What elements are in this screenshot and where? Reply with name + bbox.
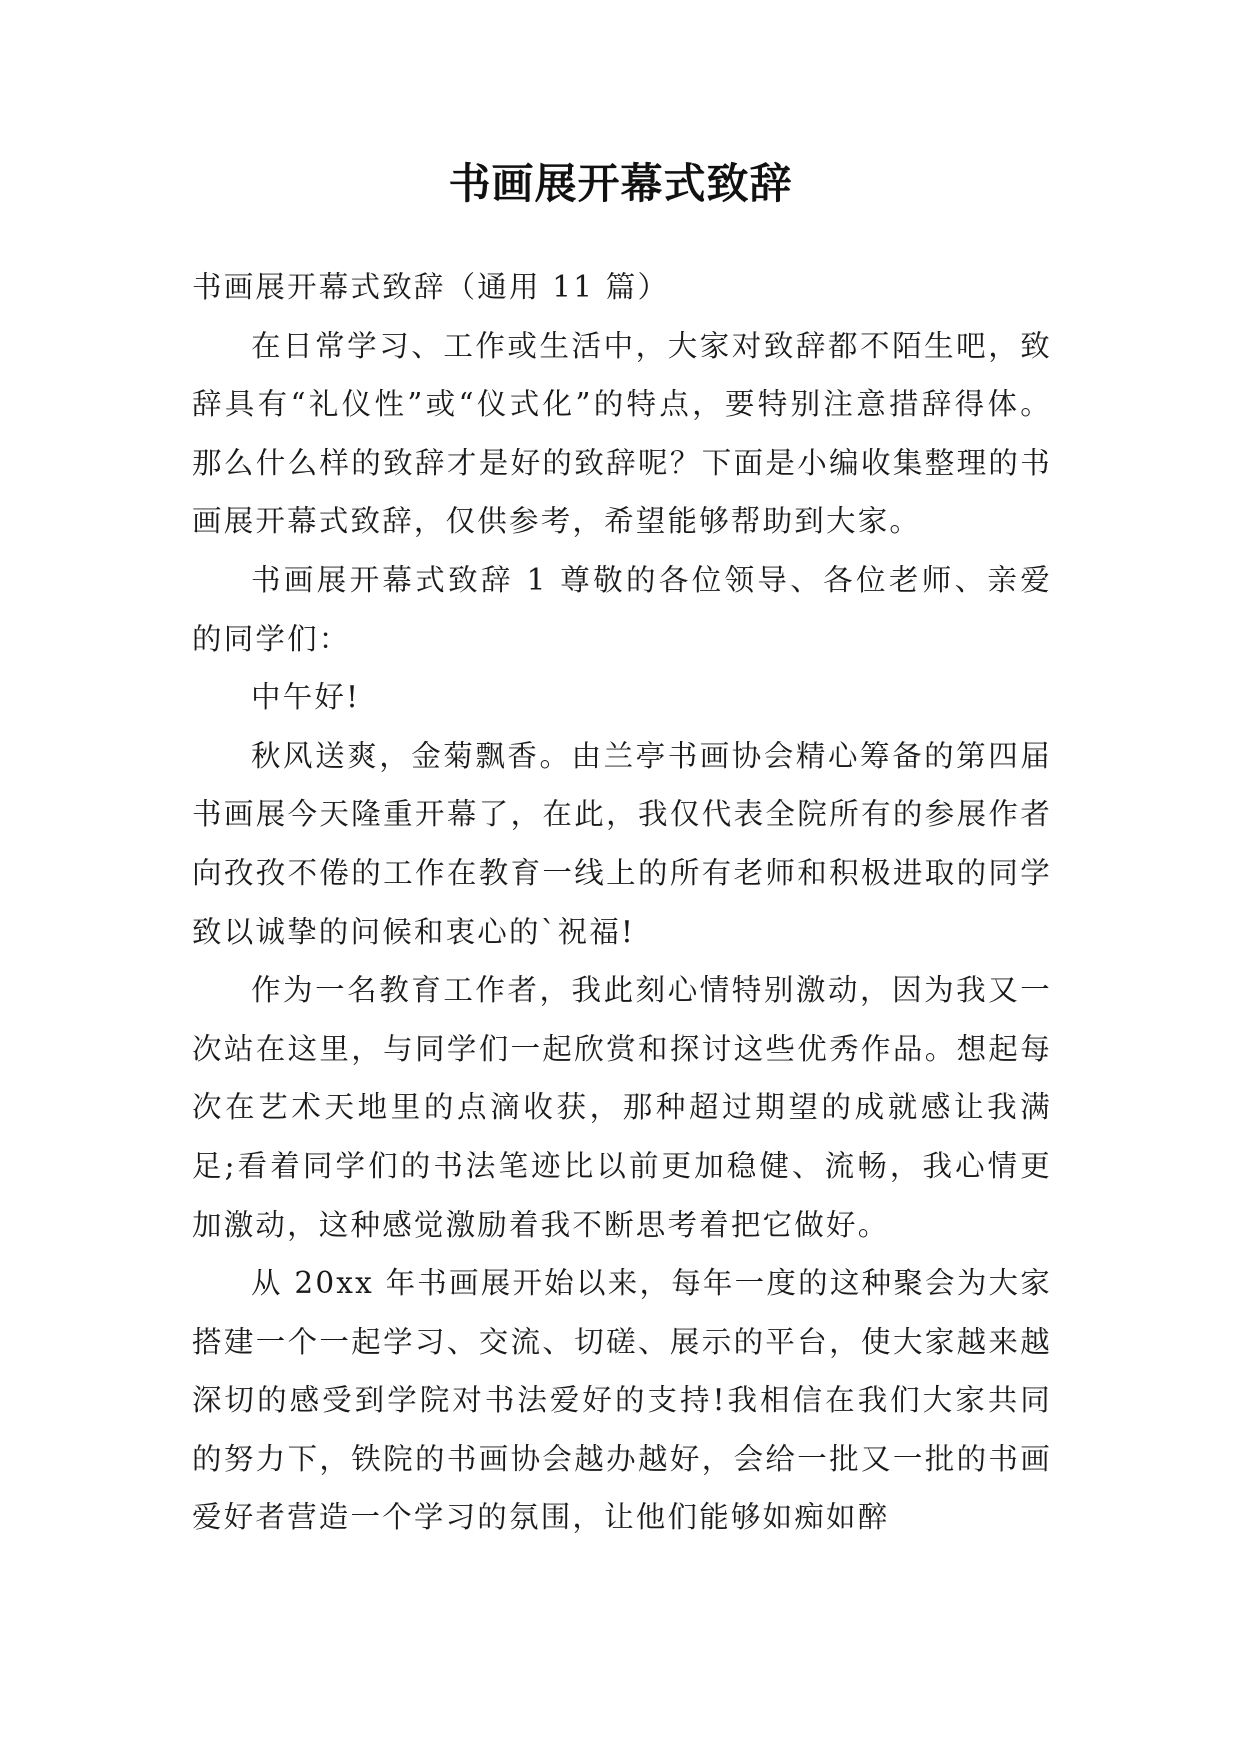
document-subtitle: 书画展开幕式致辞（通用 11 篇） bbox=[192, 270, 670, 304]
paragraph-history: 从 20xx 年书画展开始以来，每年一度的这种聚会为大家搭建一个一起学习、交流、切磋、展示的平台，使大家越来越深切的感受到学院对书法爱好的支持!我相信在我们大家共同的努力下，铁院的书画协会越办越好，会给一批又一批的书画爱好者营造一个学习的氛围，让他们能够如痴如醉 bbox=[192, 1266, 1052, 1535]
paragraph-opening: 秋风送爽，金菊飘香。由兰亭书画协会精心筹备的第四届书画展今天隆重开幕了，在此，我仅代表全院所有的参展作者向孜孜不倦的工作在教育一线上的所有老师和积极进取的同学致以诚挚的问候和衷心的`祝福! bbox=[192, 738, 1052, 949]
paragraph-intro: 在日常学习、工作或生活中，大家对致辞都不陌生吧，致辞具有“礼仪性”或“仪式化”的特点，要特别注意措辞得体。那么什么样的致辞才是好的致辞呢？下面是小编收集整理的书画展开幕式致辞，仅供参考，希望能够帮助到大家。 bbox=[192, 328, 1052, 539]
paragraph-greeting: 中午好! bbox=[251, 680, 361, 715]
document-body bbox=[192, 258, 1052, 1547]
paragraph-feelings: 作为一名教育工作者，我此刻心情特别激动，因为我又一次站在这里，与同学们一起欣赏和探讨这些优秀作品。想起每次在艺术天地里的点滴收获，那种超过期望的成就感让我满足;看着同学们的书法笔迹比以前更加稳健、流畅，我心情更加激动，这种感觉激励着我不断思考着把它做好。 bbox=[192, 973, 1052, 1242]
paragraph-salutation: 书画展开幕式致辞 1 尊敬的各位领导、各位老师、亲爱的同学们： bbox=[192, 562, 1052, 656]
document-title: 书画展开幕式致辞 bbox=[448, 159, 793, 208]
